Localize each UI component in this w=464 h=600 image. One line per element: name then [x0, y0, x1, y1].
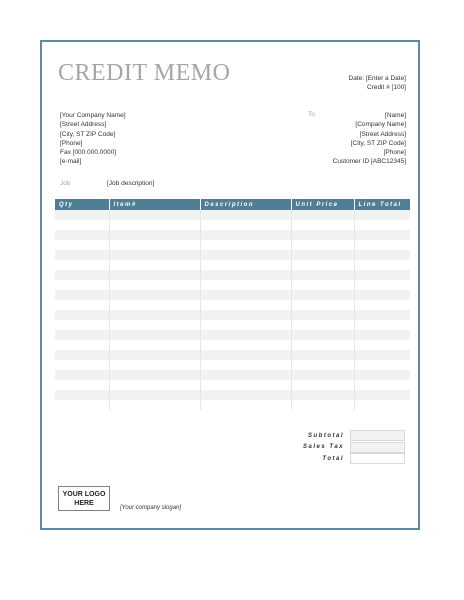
description-cell[interactable] — [200, 290, 291, 300]
qty-cell[interactable] — [55, 210, 109, 220]
description-cell[interactable] — [200, 260, 291, 270]
table-row — [55, 360, 410, 370]
unit-price-cell[interactable] — [291, 330, 354, 340]
description-cell[interactable] — [200, 210, 291, 220]
line-total-cell[interactable] — [354, 400, 410, 410]
line-total-cell[interactable] — [354, 330, 410, 340]
sales-tax-row — [55, 442, 410, 454]
qty-cell[interactable] — [55, 330, 109, 340]
totals-section — [55, 430, 410, 465]
total-label: Total — [322, 455, 344, 462]
sender-fax[interactable]: Fax [000.000.0000] — [60, 149, 117, 157]
item-number-cell[interactable] — [109, 330, 200, 340]
line-total-cell[interactable] — [354, 240, 410, 250]
table-row — [55, 220, 410, 230]
unit-price-cell[interactable] — [291, 250, 354, 260]
line-total-cell[interactable] — [354, 260, 410, 270]
unit-price-cell[interactable] — [291, 320, 354, 330]
unit-price-cell[interactable] — [291, 300, 354, 310]
header-qty: Qty — [55, 199, 109, 210]
description-cell[interactable] — [200, 300, 291, 310]
unit-price-cell[interactable] — [291, 220, 354, 230]
qty-cell[interactable] — [55, 340, 109, 350]
qty-cell[interactable] — [55, 250, 109, 260]
item-number-cell[interactable] — [109, 350, 200, 360]
line-total-cell[interactable] — [354, 340, 410, 350]
line-total-cell[interactable] — [354, 350, 410, 360]
description-cell[interactable] — [200, 400, 291, 410]
unit-price-cell[interactable] — [291, 240, 354, 250]
line-total-cell[interactable] — [354, 380, 410, 390]
description-cell[interactable] — [200, 370, 291, 380]
job-description[interactable]: [Job description] — [107, 180, 155, 187]
sales-tax-value[interactable] — [350, 442, 405, 453]
line-total-cell[interactable] — [354, 310, 410, 320]
table-row — [55, 370, 410, 380]
unit-price-cell[interactable] — [291, 370, 354, 380]
description-cell[interactable] — [200, 310, 291, 320]
qty-cell[interactable] — [55, 230, 109, 240]
table-row — [55, 210, 410, 220]
unit-price-cell[interactable] — [291, 210, 354, 220]
date-line[interactable]: Date: [Enter a Date] — [348, 75, 406, 82]
to-label: To — [308, 111, 315, 118]
item-number-cell[interactable] — [109, 400, 200, 410]
line-total-cell[interactable] — [354, 360, 410, 370]
unit-price-cell[interactable] — [291, 360, 354, 370]
unit-price-cell[interactable] — [291, 280, 354, 290]
sender-company[interactable]: [Your Company Name] — [60, 112, 126, 119]
unit-price-cell[interactable] — [291, 340, 354, 350]
header-item-number: Item# — [109, 199, 200, 210]
unit-price-cell[interactable] — [291, 290, 354, 300]
table-row — [55, 250, 410, 260]
sales-tax-label: Sales Tax — [303, 444, 344, 451]
item-number-cell[interactable] — [109, 250, 200, 260]
qty-cell[interactable] — [55, 350, 109, 360]
line-total-cell[interactable] — [354, 370, 410, 380]
recipient-city[interactable]: [City, ST ZIP Code] — [350, 139, 406, 147]
item-number-cell[interactable] — [109, 340, 200, 350]
qty-cell[interactable] — [55, 270, 109, 280]
table-row — [55, 390, 410, 400]
line-total-cell[interactable] — [354, 210, 410, 220]
description-cell[interactable] — [200, 390, 291, 400]
table-row — [55, 380, 410, 390]
description-cell[interactable] — [200, 280, 291, 290]
header-unit-price: Unit Price — [291, 199, 354, 210]
sender-address — [60, 111, 126, 167]
credit-number[interactable]: Credit # [100] — [366, 84, 406, 91]
unit-price-cell[interactable] — [291, 400, 354, 410]
customer-id[interactable]: Customer ID [ABC12345] — [332, 158, 406, 166]
table-row — [55, 350, 410, 360]
line-total-cell[interactable] — [354, 280, 410, 290]
unit-price-cell[interactable] — [291, 260, 354, 270]
subtotal-row — [55, 430, 410, 442]
logo-text-line-2: HERE — [74, 500, 94, 507]
description-cell[interactable] — [200, 230, 291, 240]
description-cell[interactable] — [200, 240, 291, 250]
description-cell[interactable] — [200, 330, 291, 340]
description-cell[interactable] — [200, 350, 291, 360]
company-slogan[interactable]: [Your company slogan] — [120, 505, 182, 511]
line-total-cell[interactable] — [354, 230, 410, 240]
item-number-cell[interactable] — [109, 380, 200, 390]
header-line-total: Line Total — [354, 199, 410, 210]
description-cell[interactable] — [200, 320, 291, 330]
table-row — [55, 260, 410, 270]
line-total-cell[interactable] — [354, 300, 410, 310]
line-total-cell[interactable] — [354, 250, 410, 260]
description-cell[interactable] — [200, 270, 291, 280]
item-number-cell[interactable] — [109, 360, 200, 370]
document-title: CREDIT MEMO — [58, 60, 231, 86]
item-number-cell[interactable] — [109, 270, 200, 280]
qty-cell[interactable] — [55, 220, 109, 230]
unit-price-cell[interactable] — [291, 270, 354, 280]
item-number-cell[interactable] — [109, 370, 200, 380]
description-cell[interactable] — [200, 360, 291, 370]
table-row — [55, 340, 410, 350]
line-items-table — [55, 199, 410, 410]
unit-price-cell[interactable] — [291, 380, 354, 390]
table-header-row — [55, 199, 410, 210]
item-number-cell[interactable] — [109, 240, 200, 250]
total-row — [55, 453, 410, 465]
unit-price-cell[interactable] — [291, 230, 354, 240]
qty-cell[interactable] — [55, 310, 109, 320]
line-total-cell[interactable] — [354, 320, 410, 330]
date-block — [349, 74, 406, 92]
line-total-cell[interactable] — [354, 390, 410, 400]
description-cell[interactable] — [200, 340, 291, 350]
qty-cell[interactable] — [55, 320, 109, 330]
header-description: Description — [200, 199, 291, 210]
table-row — [55, 400, 410, 410]
logo-text-line-1: YOUR LOGO — [62, 491, 106, 498]
table-body — [55, 210, 410, 410]
item-number-cell[interactable] — [109, 260, 200, 270]
item-number-cell[interactable] — [109, 300, 200, 310]
table-row — [55, 290, 410, 300]
qty-cell[interactable] — [55, 290, 109, 300]
sender-street[interactable]: [Street Address] — [60, 121, 107, 129]
table-row — [55, 270, 410, 280]
line-total-cell[interactable] — [354, 270, 410, 280]
item-number-cell[interactable] — [109, 390, 200, 400]
job-label: Job — [60, 180, 71, 187]
sender-phone[interactable]: [Phone] — [60, 139, 83, 147]
total-value[interactable] — [350, 453, 405, 464]
qty-cell[interactable] — [55, 380, 109, 390]
item-number-cell[interactable] — [109, 210, 200, 220]
qty-cell[interactable] — [55, 370, 109, 380]
subtotal-value[interactable] — [350, 430, 405, 441]
item-number-cell[interactable] — [109, 310, 200, 320]
qty-cell[interactable] — [55, 280, 109, 290]
description-cell[interactable] — [200, 250, 291, 260]
line-total-cell[interactable] — [354, 220, 410, 230]
description-cell[interactable] — [200, 220, 291, 230]
logo-placeholder[interactable] — [58, 486, 110, 511]
description-cell[interactable] — [200, 380, 291, 390]
recipient-phone[interactable]: [Phone] — [383, 149, 406, 157]
recipient-name[interactable]: [Name] — [385, 112, 406, 119]
item-number-cell[interactable] — [109, 290, 200, 300]
subtotal-label: Subtotal — [308, 432, 344, 439]
qty-cell[interactable] — [55, 400, 109, 410]
qty-cell[interactable] — [55, 300, 109, 310]
table-row — [55, 240, 410, 250]
qty-cell[interactable] — [55, 260, 109, 270]
unit-price-cell[interactable] — [291, 390, 354, 400]
table-row — [55, 280, 410, 290]
line-total-cell[interactable] — [354, 290, 410, 300]
unit-price-cell[interactable] — [291, 350, 354, 360]
qty-cell[interactable] — [55, 240, 109, 250]
table-row — [55, 230, 410, 240]
item-number-cell[interactable] — [109, 220, 200, 230]
item-number-cell[interactable] — [109, 280, 200, 290]
sender-email[interactable]: [e-mail] — [60, 158, 82, 166]
qty-cell[interactable] — [55, 390, 109, 400]
item-number-cell[interactable] — [109, 230, 200, 240]
recipient-company[interactable]: [Company Name] — [355, 121, 406, 129]
sender-city[interactable]: [City, ST ZIP Code] — [60, 130, 116, 138]
qty-cell[interactable] — [55, 360, 109, 370]
recipient-street[interactable]: [Street Address] — [359, 130, 406, 138]
table-row — [55, 300, 410, 310]
table-row — [55, 320, 410, 330]
unit-price-cell[interactable] — [291, 310, 354, 320]
table-row — [55, 310, 410, 320]
table-row — [55, 330, 410, 340]
item-number-cell[interactable] — [109, 320, 200, 330]
recipient-address — [333, 111, 406, 167]
